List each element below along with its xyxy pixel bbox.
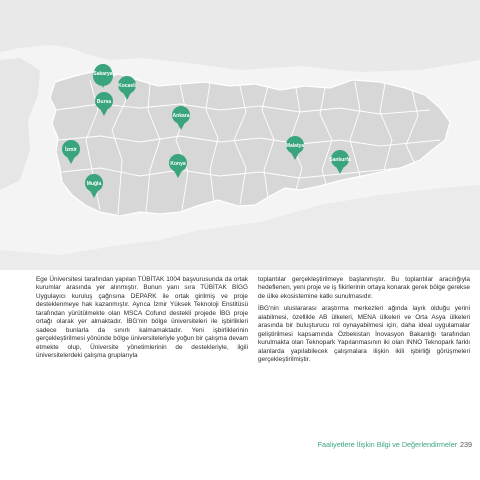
pin-label: İzmir: [65, 147, 77, 153]
page-number: 239: [460, 440, 472, 449]
pin-label: Konya: [170, 161, 186, 167]
pin-label: Muğla: [86, 181, 102, 187]
paragraph: İBG'nin uluslararası araştırma merkezleri ağında layık olduğu yerini alabilmesi, özellikle AB ülkeleri, MENA ülkeleri ve Orta Asya ülkeleri arasında bir buluşturucu rol oynayabilmesi için, daha ideal uygulamalar geliştirilmesi kapsamında Özbekistan İnovasyon Bakanlığı tarafından kurulmakta olan Teknopark Yapılanmasının iki olan INNO Teknopark farklı alanlarda yapılabilecek çalışmalara ilişkin ikili işbirliği görüşmeleri gerçekleştirilmiştir.: [258, 305, 470, 364]
pin-label: Ankara: [172, 113, 190, 119]
page-footer: [232, 440, 472, 449]
paragraph: toplantılar gerçekleştirilmeye başlanmıştır. Bu toplantılar aracılığıyla hedeflenen, yeni proje ve iş fikirlerinin ortaya konarak gerek bölge gerekse de ülke ekosistemine katkı sunulmasıdır.: [258, 276, 470, 300]
pin-label: Bursa: [96, 99, 112, 105]
body-column-right: [258, 276, 470, 369]
footer-section-title: Faaliyetlere İlişkin Bilgi ve Değerlendirmeler: [317, 440, 457, 449]
paragraph: Ege Üniversitesi tarafından yapılan TÜBİTAK 1004 başvurusunda da ortak kurumlar arasında yer alınmıştır. Bunun yanı sıra TÜBİTAK BİGG Uygulayıcı kuruluş çağrısına DEPARK ile ortak girilmiş ve proje desteklenmeye hak kazanmıştır. Ayrıca İzmir Yüksek Teknoloji Enstitüsü tarafından yürütülmekte olan MSCA Cofund destekli projede İBG proje ortağı olarak yer almaktadır. İBG'nin bölge üniversiteleri ile işbirlikleri sadece bunlarla da sınırlı kalmamaktadır. Yeni işbirliklerinin gerçekleştirilmesi yönünde bölge üniversiteleriyle yoğun bir çalışma devam etmekte olup, Üniversite yönetimlerinin de destekleriyle, ilgili üniversitelerdeki çalışma gruplarıyla: [36, 276, 248, 360]
pin-label: Kocaeli: [118, 83, 136, 89]
pin-label: Şanlıurfa: [329, 157, 351, 163]
body-column-left: [36, 276, 248, 365]
pin-label: Sakarya: [93, 71, 113, 77]
pin-label: Malatya: [285, 143, 305, 149]
